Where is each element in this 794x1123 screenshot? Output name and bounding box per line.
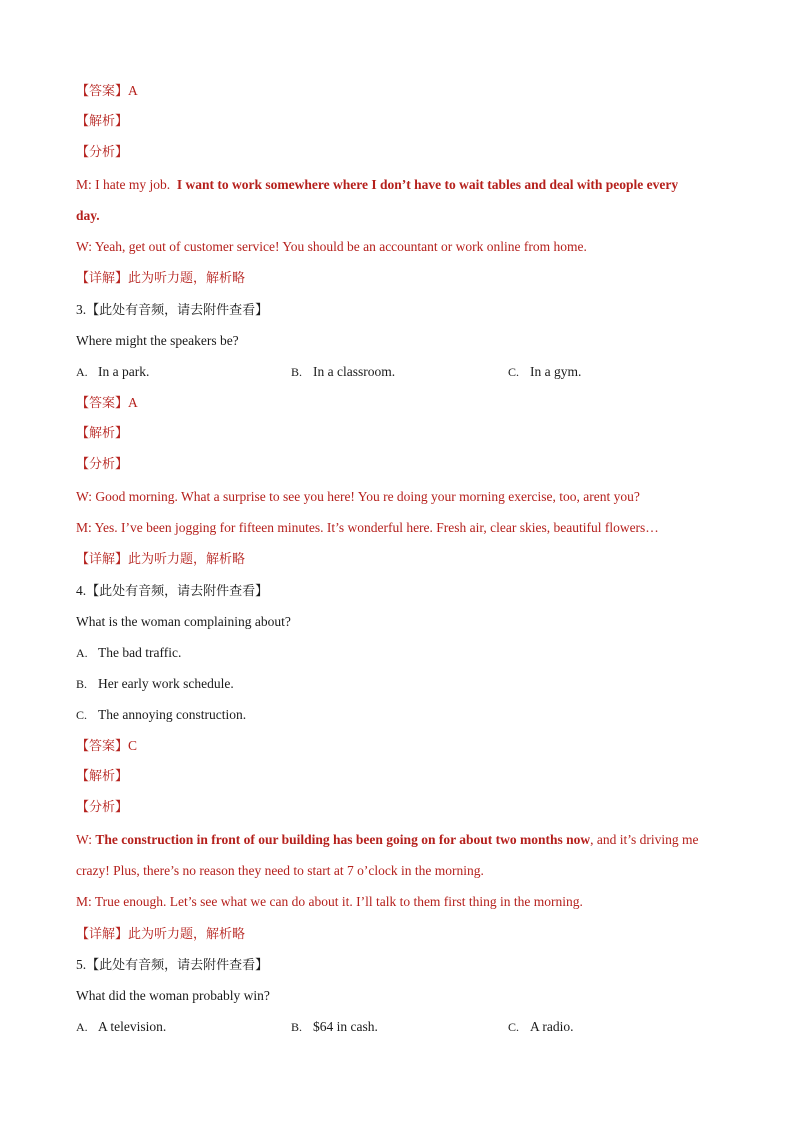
option-text: In a gym. (530, 364, 582, 379)
audio-notice: 【此处有音频，请去附件查看】 (86, 303, 269, 318)
transcript-key-sentence: The construction in front of our building has been going on for about two months now (95, 832, 591, 847)
option-b-q4 (76, 675, 234, 693)
analysis-label-q4: 【解析】 (76, 769, 129, 784)
detail-text: 此为听力题，解析略 (128, 552, 246, 567)
option-letter: B. (291, 365, 303, 379)
transcript-w-q2: W: Yeah, get out of customer service! You should be an accountant or work online from home. (76, 239, 587, 254)
breakdown-label-q4: 【分析】 (76, 800, 129, 815)
option-text: In a classroom. (313, 364, 396, 379)
answer-label: 【答案】 (76, 396, 129, 411)
transcript-w-q4 (76, 831, 736, 849)
transcript-w-q3: W: Good morning. What a surprise to see you here! You re doing your morning exercise, too, arent you? (76, 489, 640, 504)
option-letter: C. (76, 708, 88, 722)
option-c-q5 (508, 1018, 574, 1036)
option-letter: C. (508, 1020, 520, 1034)
option-a-q5 (76, 1018, 166, 1036)
question-header-q5 (76, 956, 736, 975)
option-b-q3 (291, 363, 395, 381)
question-number: 3. (76, 302, 87, 317)
answer-label: 【答案】 (76, 739, 129, 754)
option-letter: C. (508, 365, 520, 379)
answer-value: A (128, 83, 138, 98)
detail-line-q3 (76, 550, 736, 569)
question-text-q5: What did the woman probably win? (76, 988, 270, 1003)
answer-line-q2 (76, 82, 736, 101)
option-text: The annoying construction. (98, 707, 247, 722)
transcript-m-prefix: M: I hate my job. (76, 177, 171, 192)
answer-label: 【答案】 (76, 84, 129, 99)
option-text: Her early work schedule. (98, 676, 234, 691)
option-letter: B. (76, 677, 88, 691)
option-c-q3 (508, 363, 581, 381)
option-text: In a park. (98, 364, 150, 379)
option-a-q3 (76, 363, 149, 381)
option-a-q4 (76, 644, 181, 662)
detail-label: 【详解】 (76, 927, 129, 942)
answer-value: A (128, 395, 138, 410)
question-number: 4. (76, 583, 87, 598)
breakdown-label-q2: 【分析】 (76, 145, 129, 160)
option-text: The bad traffic. (98, 645, 182, 660)
answer-value: C (128, 738, 138, 753)
analysis-label-q2: 【解析】 (76, 114, 129, 129)
detail-label: 【详解】 (76, 552, 129, 567)
option-c-q4 (76, 706, 246, 724)
option-text: A television. (98, 1019, 167, 1034)
transcript-key-sentence: I want to work somewhere where I don’t have to wait tables and deal with people every (176, 177, 679, 192)
option-letter: A. (76, 365, 88, 379)
option-letter: B. (291, 1020, 303, 1034)
audio-notice: 【此处有音频，请去附件查看】 (86, 584, 269, 599)
transcript-w-rest: , and it’s driving me (590, 832, 699, 847)
transcript-m-q4: M: True enough. Let’s see what we can do about it. I’ll talk to them first thing in the morning. (76, 894, 583, 909)
breakdown-label-q3: 【分析】 (76, 457, 129, 472)
answer-line-q4 (76, 737, 736, 756)
transcript-m-q2 (76, 176, 736, 194)
transcript-w-prefix: W: (76, 832, 92, 847)
question-text-q3: Where might the speakers be? (76, 333, 239, 348)
detail-line-q2 (76, 269, 736, 288)
detail-line-q4 (76, 925, 736, 944)
question-text-q4: What is the woman complaining about? (76, 614, 291, 629)
question-header-q4 (76, 582, 736, 601)
option-b-q5 (291, 1018, 378, 1036)
option-text: A radio. (530, 1019, 574, 1034)
audio-notice: 【此处有音频，请去附件查看】 (86, 958, 269, 973)
detail-text: 此为听力题，解析略 (128, 271, 246, 286)
transcript-m-q2-cont: day. (76, 208, 100, 223)
answer-line-q3 (76, 394, 736, 413)
detail-label: 【详解】 (76, 271, 129, 286)
transcript-m-q3: M: Yes. I’ve been jogging for fifteen minutes. It’s wonderful here. Fresh air, clear skies, beautiful flowers… (76, 520, 659, 535)
analysis-label-q3: 【解析】 (76, 426, 129, 441)
option-text: $64 in cash. (313, 1019, 378, 1034)
transcript-w-q4-cont: crazy! Plus, there’s no reason they need to start at 7 o’clock in the morning. (76, 863, 484, 878)
question-header-q3 (76, 301, 736, 320)
question-number: 5. (76, 957, 87, 972)
option-letter: A. (76, 646, 88, 660)
option-letter: A. (76, 1020, 88, 1034)
detail-text: 此为听力题，解析略 (128, 927, 246, 942)
